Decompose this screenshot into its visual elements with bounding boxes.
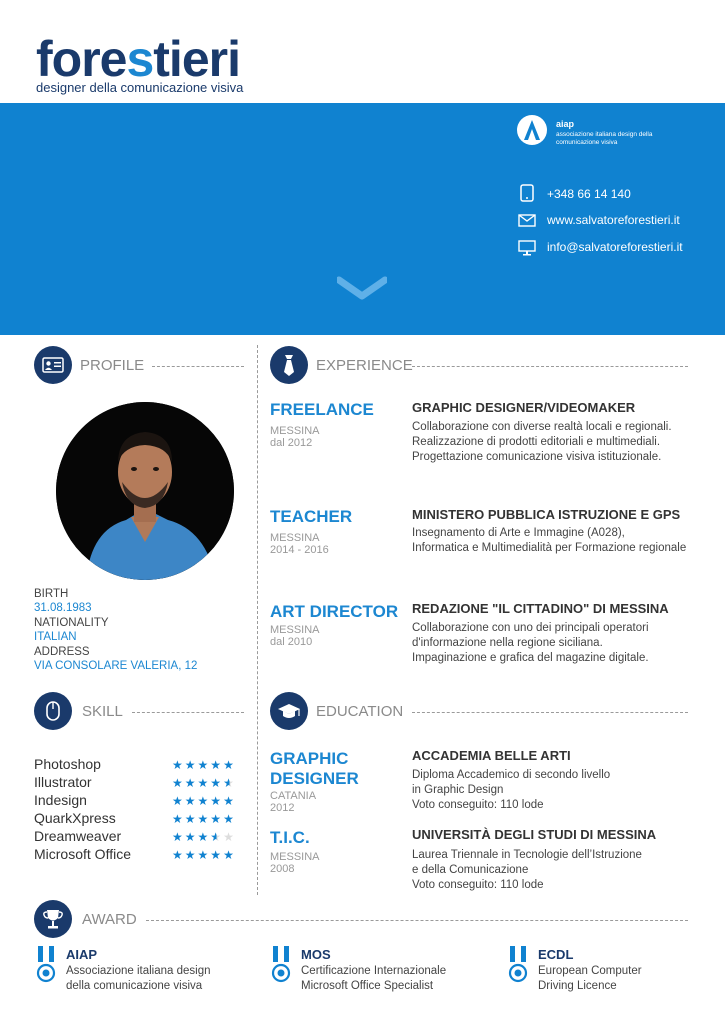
star-icon: ★ xyxy=(223,758,236,772)
experience-role: MINISTERO PUBBLICA ISTRUZIONE E GPS xyxy=(412,507,681,522)
star-icon: ★ xyxy=(223,830,236,844)
desc-line: Microsoft Office Specialist xyxy=(301,979,434,992)
desc-line: Voto conseguito: 110 lode xyxy=(412,798,544,811)
education-title-line: GRAPHIC xyxy=(270,749,349,768)
skill-row xyxy=(34,774,244,792)
aiap-title: aiap xyxy=(556,119,575,129)
monitor-icon xyxy=(518,240,538,258)
star-icon: ★ xyxy=(210,758,224,772)
skill-name: Indesign xyxy=(34,792,87,808)
skill-rating-stars xyxy=(172,812,236,826)
section-title-profile: PROFILE xyxy=(80,357,145,374)
logo-part: fore xyxy=(36,31,127,87)
experience-job: FREELANCE xyxy=(270,400,374,419)
star-icon: ★ xyxy=(210,812,224,826)
skill-name: Photoshop xyxy=(34,756,101,772)
education-title-line: DESIGNER xyxy=(270,769,359,789)
education-city: MESSINA xyxy=(270,851,320,863)
star-icon: ★ xyxy=(223,794,236,808)
section-title-experience: EXPERIENCE xyxy=(316,357,413,374)
experience-city: MESSINA xyxy=(270,532,320,544)
star-icon: ★ xyxy=(210,830,224,844)
star-icon: ★ xyxy=(197,776,211,790)
aiap-logo-icon xyxy=(517,115,547,145)
nationality-value: ITALIAN xyxy=(34,631,77,643)
education-desc xyxy=(412,768,610,813)
star-icon: ★ xyxy=(197,812,211,826)
phone-number[interactable]: +348 66 14 140 xyxy=(547,187,631,201)
desc-line: in Graphic Design xyxy=(412,783,504,796)
section-divider xyxy=(412,366,688,367)
desc-line: Insegnamento di Arte e Immagine (A028), xyxy=(412,527,625,539)
star-icon: ★ xyxy=(172,830,185,844)
desc-line: della comunicazione visiva xyxy=(66,979,203,992)
medal-icon xyxy=(36,946,56,993)
desc-line: Impaginazione e grafica del magazine digitale. xyxy=(412,651,649,664)
graduation-cap-icon xyxy=(270,692,308,730)
desc-line: Collaborazione con uno dei principali operatori xyxy=(412,622,649,634)
star-icon: ★ xyxy=(184,830,198,844)
star-icon: ★ xyxy=(172,776,185,790)
skill-row xyxy=(34,756,244,774)
id-card-icon xyxy=(34,346,72,384)
star-icon: ★ xyxy=(223,848,236,862)
experience-city: MESSINA xyxy=(270,425,320,437)
skill-rating-stars xyxy=(172,830,236,844)
skill-name: Dreamweaver xyxy=(34,828,122,844)
education-desc xyxy=(412,848,642,893)
star-icon: ★ xyxy=(184,794,198,808)
desc-line: Informatica e Multimedialità per Formazione regionale xyxy=(412,541,687,554)
star-icon: ★ xyxy=(210,776,224,790)
star-icon: ★ xyxy=(197,830,211,844)
skill-row xyxy=(34,810,244,828)
experience-desc xyxy=(412,526,686,556)
star-icon: ★ xyxy=(184,812,198,826)
medal-icon xyxy=(508,946,528,993)
skill-name: Microsoft Office xyxy=(34,846,131,862)
experience-desc xyxy=(412,420,672,465)
chevron-down-icon[interactable] xyxy=(337,276,387,305)
skill-rating-stars xyxy=(172,794,236,808)
aiap-subtitle: associazione italiana design della comunicazione visiva xyxy=(556,131,653,146)
star-icon: ★ xyxy=(172,848,185,862)
award-desc xyxy=(66,964,210,994)
experience-period: dal 2010 xyxy=(270,636,313,648)
section-title-award: AWARD xyxy=(82,911,137,928)
star-icon: ★ xyxy=(197,848,211,862)
email-link[interactable]: info@salvatoreforestieri.it xyxy=(547,240,683,254)
desc-line: d'informazione nella regione siciliana. xyxy=(412,636,603,649)
skill-row xyxy=(34,846,244,864)
section-title-skill: SKILL xyxy=(82,703,123,720)
experience-period: dal 2012 xyxy=(270,437,313,449)
desc-line: Associazione italiana design xyxy=(66,965,211,977)
website-link[interactable]: www.salvatoreforestieri.it xyxy=(547,213,680,227)
skill-rating-stars xyxy=(172,848,236,862)
desc-line: Laurea Triennale in Tecnologie dell’Istruzione xyxy=(412,849,642,861)
medal-icon xyxy=(271,946,291,993)
section-title-education: EDUCATION xyxy=(316,703,404,720)
star-icon: ★ xyxy=(172,794,185,808)
experience-city: MESSINA xyxy=(270,624,320,636)
nationality-label: NATIONALITY xyxy=(34,617,109,629)
star-icon: ★ xyxy=(223,812,236,826)
section-divider xyxy=(152,366,244,367)
desc-line: Voto conseguito: 110 lode xyxy=(412,878,544,891)
skill-row xyxy=(34,828,244,846)
profile-photo xyxy=(56,402,234,580)
education-school: UNIVERSITÀ DEGLI STUDI DI MESSINA xyxy=(412,827,657,842)
experience-role: REDAZIONE "IL CITTADINO" DI MESSINA xyxy=(412,601,669,616)
column-divider xyxy=(257,345,258,895)
experience-job: TEACHER xyxy=(270,507,353,526)
skill-rating-stars xyxy=(172,758,236,772)
education-title xyxy=(270,749,359,789)
star-icon: ★ xyxy=(184,758,198,772)
award-desc xyxy=(301,964,446,994)
address-label: ADDRESS xyxy=(34,646,90,658)
award-title: MOS xyxy=(301,947,331,962)
star-icon: ★ xyxy=(197,794,211,808)
award-desc xyxy=(538,964,642,994)
phone-icon xyxy=(520,184,540,202)
skill-name: QuarkXpress xyxy=(34,810,116,826)
section-divider xyxy=(146,920,688,921)
desc-line: Progettazione comunicazione visiva istituzionale. xyxy=(412,450,662,463)
birth-value: 31.08.1983 xyxy=(34,602,92,614)
experience-period: 2014 - 2016 xyxy=(270,544,329,556)
education-period: 2008 xyxy=(270,863,295,875)
skill-row xyxy=(34,792,244,810)
desc-line: Collaborazione con diverse realtà locali e regionali. xyxy=(412,421,672,433)
birth-label: BIRTH xyxy=(34,588,69,600)
education-title: T.I.C. xyxy=(270,828,310,847)
desc-line: Driving Licence xyxy=(538,979,617,992)
trophy-icon xyxy=(34,900,72,938)
award-title: AIAP xyxy=(66,947,98,962)
logo-subtitle: designer della comunicazione visiva xyxy=(36,80,244,95)
experience-role: GRAPHIC DESIGNER/VIDEOMAKER xyxy=(412,400,636,415)
education-city: CATANIA xyxy=(270,790,317,802)
star-icon: ★ xyxy=(210,848,224,862)
skill-name: Illustrator xyxy=(34,774,92,790)
desc-line: Certificazione Internazionale xyxy=(301,965,447,977)
desc-line: Realizzazione di prodotti editoriali e multimediali. xyxy=(412,435,661,448)
star-icon: ★ xyxy=(184,776,198,790)
logo-part: tieri xyxy=(153,31,240,87)
desc-line: Diploma Accademico di secondo livello xyxy=(412,769,611,781)
logo-highlight: s xyxy=(126,31,154,87)
experience-job: ART DIRECTOR xyxy=(270,602,399,621)
star-icon: ★ xyxy=(210,794,224,808)
logo xyxy=(36,31,240,87)
star-icon: ★ xyxy=(184,848,198,862)
experience-desc xyxy=(412,621,649,666)
award-title: ECDL xyxy=(538,947,574,962)
education-period: 2012 xyxy=(270,802,295,814)
address-value: VIA CONSOLARE VALERIA, 12 xyxy=(34,660,198,672)
desc-line: e della Comunicazione xyxy=(412,863,529,876)
star-icon: ★ xyxy=(172,812,185,826)
skill-rating-stars xyxy=(172,776,236,790)
desc-line: European Computer xyxy=(538,965,642,977)
section-divider xyxy=(132,712,244,713)
tie-icon xyxy=(270,346,308,384)
section-divider xyxy=(412,712,688,713)
mouse-icon xyxy=(34,692,72,730)
star-icon: ★ xyxy=(172,758,185,772)
education-school: ACCADEMIA BELLE ARTI xyxy=(412,748,571,763)
star-icon: ★ xyxy=(197,758,211,772)
star-icon: ★ xyxy=(223,776,236,790)
mail-icon xyxy=(518,214,538,232)
